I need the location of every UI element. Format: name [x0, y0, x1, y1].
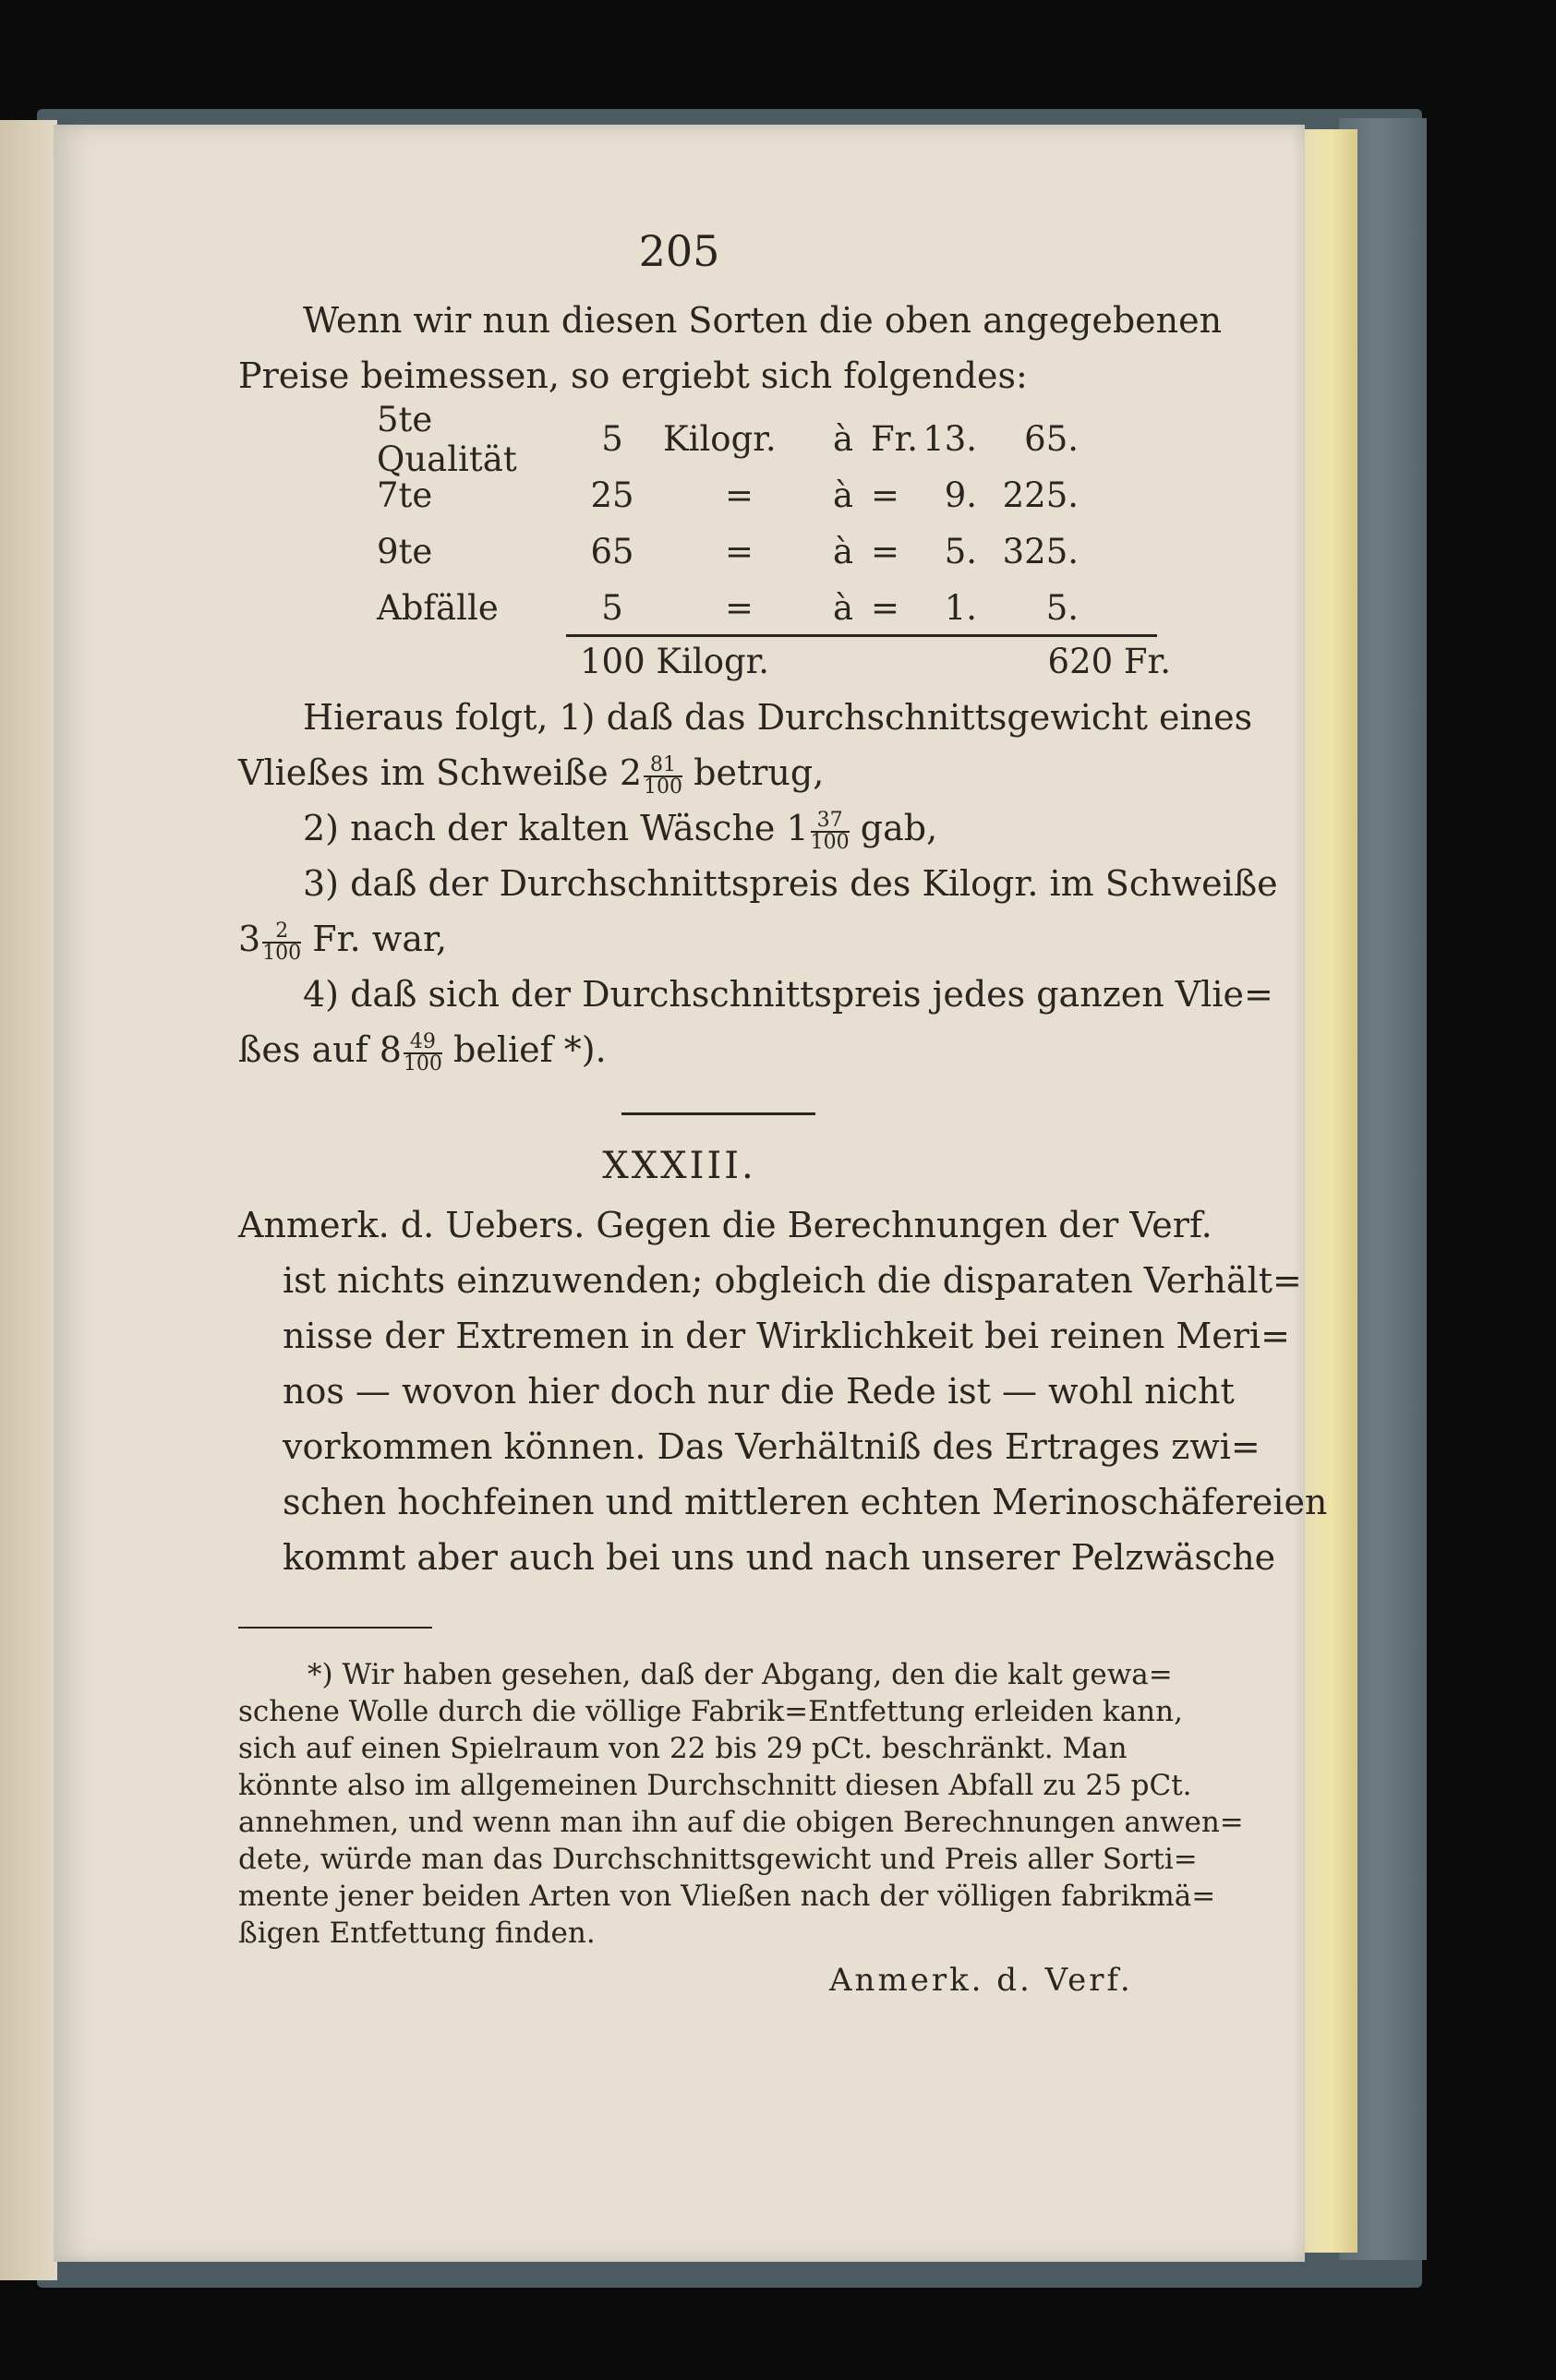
footnote-divider [238, 1627, 432, 1629]
fraction: $\frac{2}{100}$ [262, 919, 302, 965]
cell-qty: 5 [601, 419, 623, 459]
footnote-line: schene Wolle durch die völlige Fabrik=Entfettung erleiden kann, [238, 1695, 1183, 1728]
results-line-3 [303, 808, 937, 853]
results-line-2 [238, 752, 824, 798]
cell-a: à [832, 419, 854, 459]
intro-line-1: Wenn wir nun diesen Sorten die oben angegebenen [303, 300, 1223, 341]
results-text: belief *). [453, 1029, 607, 1070]
results-line-6: 4) daß sich der Durchschnittspreis jedes ganzen Vlie= [303, 974, 1273, 1015]
cell-currency: = [871, 532, 900, 571]
cell-total: 225. [1002, 475, 1079, 515]
section-divider [621, 1112, 815, 1115]
footnote-line: annehmen, und wenn man ihn auf die obigen Berechnungen anwen= [238, 1806, 1244, 1839]
note-line: Anmerk. d. Uebers. Gegen die Berechnungen der Verf. [238, 1205, 1212, 1245]
note-line: nos — wovon hier doch nur die Rede ist — wohl nicht [283, 1371, 1235, 1412]
footnote-line: mente jener beiden Arten von Vließen nach der völligen fabrikmä= [238, 1880, 1216, 1913]
cell-a: à [832, 532, 854, 571]
results-line-7 [238, 1029, 607, 1075]
cell-price: 13. [923, 419, 977, 459]
cell-sort: 9te [377, 532, 433, 571]
book-page [54, 125, 1328, 2262]
cell-price: 1. [944, 588, 977, 628]
cell-qty: 65 [590, 532, 634, 571]
cell-a: à [832, 588, 854, 628]
cell-sort: 5te Qualität [377, 399, 517, 479]
cell-total: 5. [1045, 588, 1079, 628]
facing-page-edge [0, 120, 57, 2280]
results-text: betrug, [694, 752, 825, 793]
price-table [377, 399, 1079, 636]
cell-price: 9. [944, 475, 977, 515]
fraction: $\frac{81}{100}$ [644, 752, 683, 799]
intro-line-2: Preise beimessen, so ergiebt sich folgendes: [238, 355, 1028, 396]
note-line: kommt aber auch bei uns und nach unserer Pelzwäsche [283, 1537, 1276, 1578]
table-row [377, 523, 1079, 580]
note-line: nisse der Extremen in der Wirklichkeit bei reinen Meri= [283, 1316, 1290, 1356]
cell-sort: 7te [377, 475, 433, 515]
cell-currency: = [871, 475, 900, 515]
results-line-5 [238, 919, 447, 964]
footnote-signature: Anmerk. d. Verf. [829, 1962, 1133, 1999]
section-heading: XXXIII. [602, 1145, 756, 1187]
footnote-line: könnte also im allgemeinen Durchschnitt diesen Abfall zu 25 pCt. [238, 1769, 1192, 1802]
cell-currency: = [871, 588, 900, 628]
results-text: ßes auf 8 [238, 1029, 402, 1070]
table-row [377, 580, 1079, 636]
cell-total: 325. [1002, 532, 1079, 571]
total-money: 620 Fr. [1047, 642, 1171, 681]
results-line-1: Hieraus folgt, 1) daß das Durchschnittsgewicht eines [303, 697, 1253, 738]
cell-unit: = [724, 532, 754, 571]
note-line: vorkommen können. Das Verhältniß des Ertrages zwi= [283, 1426, 1260, 1467]
fraction: $\frac{37}{100}$ [810, 808, 850, 854]
fraction: $\frac{49}{100}$ [403, 1029, 442, 1076]
cell-unit: Kilogr. [663, 419, 777, 459]
cell-total: 65. [1024, 419, 1079, 459]
results-text: 2) nach der kalten Wäsche 1 [303, 808, 809, 848]
totals-row [580, 642, 1171, 681]
cell-unit: = [724, 588, 754, 628]
page-number: 205 [638, 226, 720, 276]
cell-qty: 5 [601, 588, 623, 628]
cell-currency: Fr. [871, 419, 919, 459]
note-line: schen hochfeinen und mittleren echten Merinoschäfereien [283, 1482, 1328, 1522]
results-text: Vließes im Schweiße 2 [238, 752, 643, 793]
footnote-line: dete, würde man das Durchschnittsgewicht und Preis aller Sorti= [238, 1843, 1198, 1876]
results-text: Fr. war, [312, 919, 448, 959]
cell-unit: = [724, 475, 754, 515]
cell-qty: 25 [590, 475, 634, 515]
sum-rule [566, 634, 1157, 637]
footnote-line: sich auf einen Spielraum von 22 bis 29 pCt. beschränkt. Man [238, 1732, 1128, 1765]
table-row [377, 399, 1079, 479]
cell-a: à [832, 475, 854, 515]
results-text: gab, [860, 808, 938, 848]
total-weight: 100 Kilogr. [580, 642, 770, 681]
cell-price: 5. [944, 532, 977, 571]
footnote-line: ßigen Entfettung finden. [238, 1917, 596, 1950]
cell-sort: Abfälle [377, 588, 499, 628]
results-line-4: 3) daß der Durchschnittspreis des Kilogr. im Schweiße [303, 863, 1278, 904]
table-row [377, 467, 1079, 523]
note-line: ist nichts einzuwenden; obgleich die disparaten Verhält= [283, 1260, 1302, 1301]
results-text: 3 [238, 919, 261, 959]
footnote-line: *) Wir haben gesehen, daß der Abgang, den die kalt gewa= [308, 1658, 1173, 1691]
